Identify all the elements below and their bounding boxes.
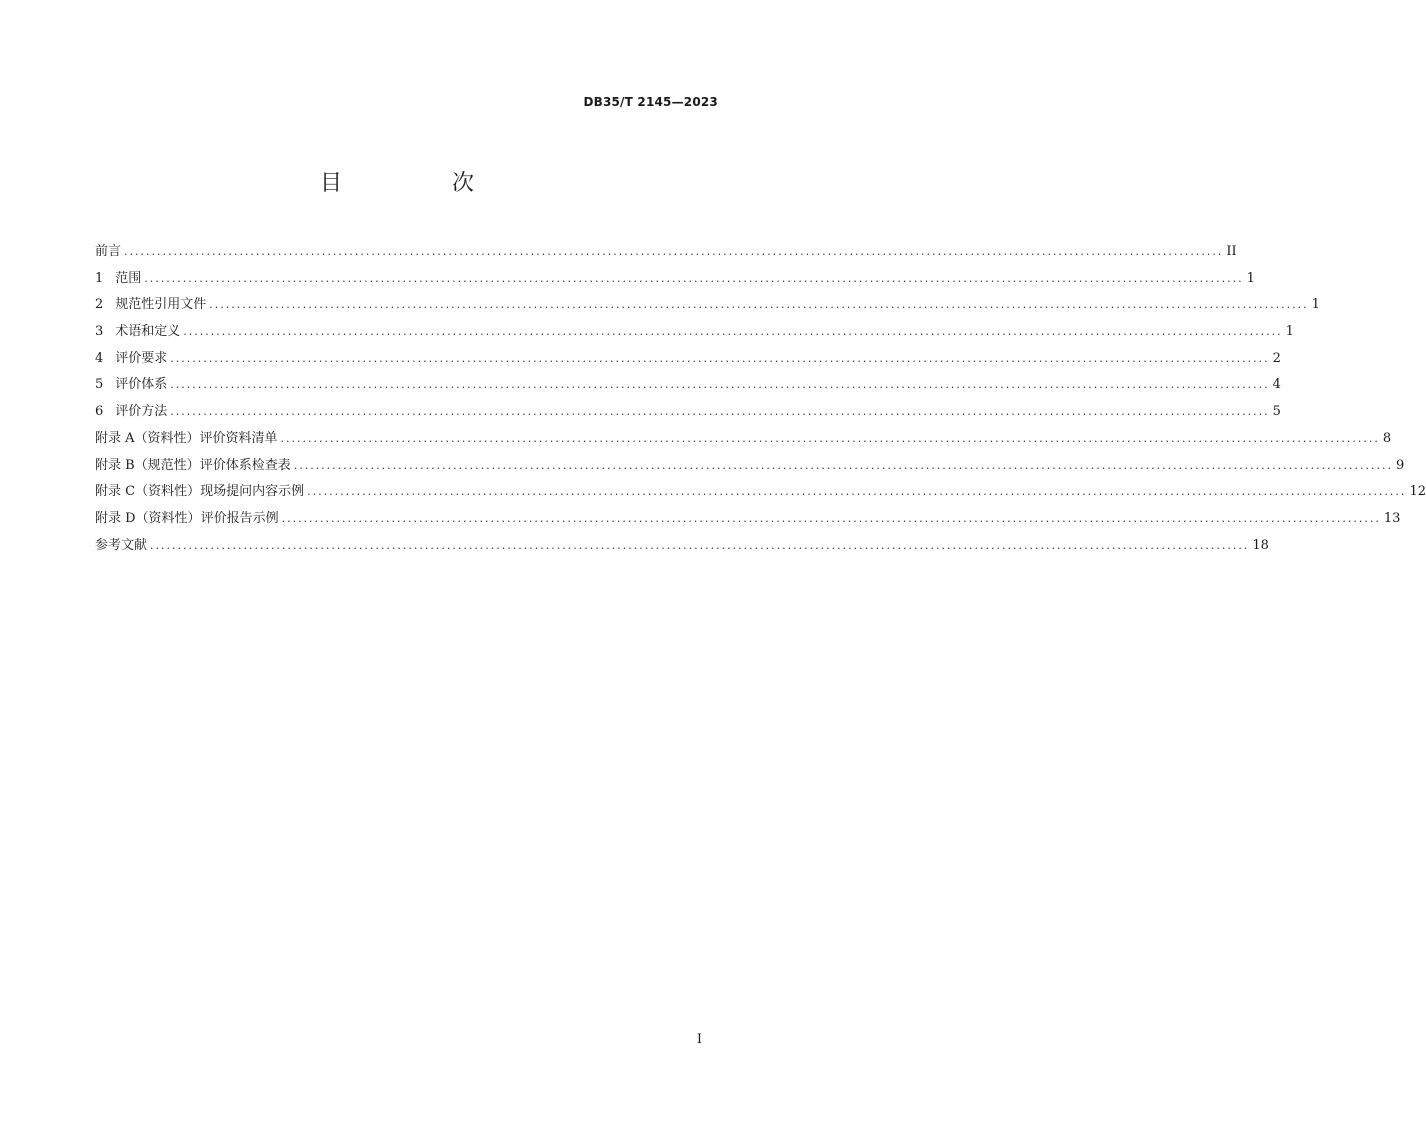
toc-entry[interactable] xyxy=(95,347,1281,374)
toc-entry[interactable] xyxy=(95,400,1281,427)
toc-entry[interactable] xyxy=(95,454,1405,481)
toc-entry[interactable] xyxy=(95,427,1392,454)
toc-entry-page: 13 xyxy=(1383,510,1401,526)
toc-entry-leader-dots: ........................................................................................................................................................................................................ xyxy=(150,538,1250,552)
toc-entry-page: 8 xyxy=(1382,430,1392,446)
toc-entry-label: 现场提问内容示例 xyxy=(200,484,305,500)
toc-entry-annex-prefix: 附录 A（资料性） xyxy=(95,430,200,446)
page-number: I xyxy=(696,1032,702,1047)
toc-entry-leader-dots: ........................................................................................................................................................................................................ xyxy=(183,325,1283,339)
toc-entry-number: 4 xyxy=(95,350,104,366)
toc-entry-leader-dots: ........................................................................................................................................................................................................ xyxy=(209,298,1309,312)
toc-entry-number: 1 xyxy=(95,270,104,286)
toc-entry-label: 评价要求 xyxy=(115,350,168,366)
toc-title: 目 次 xyxy=(319,171,518,196)
standard-code: DB35/T 2145—2023 xyxy=(583,95,718,109)
toc-entry-number: 3 xyxy=(95,324,104,340)
toc-entry-number: 5 xyxy=(95,377,104,393)
toc-entry-annex-prefix: 附录 B（规范性） xyxy=(95,457,200,473)
toc-entry-label: 评价体系检查表 xyxy=(199,457,291,473)
toc-entry-label: 参考文献 xyxy=(95,537,148,553)
toc-entry-leader-dots: ........................................................................................................................................................................................................ xyxy=(170,405,1270,419)
toc-entry-number: 2 xyxy=(95,297,104,313)
toc-entry[interactable] xyxy=(95,240,1237,267)
toc-entry-leader-dots: ........................................................................................................................................................................................................ xyxy=(170,351,1270,365)
toc-entry-page: 12 xyxy=(1409,484,1426,500)
toc-entry[interactable] xyxy=(95,534,1269,561)
toc-entry-label: 评价资料清单 xyxy=(199,430,278,446)
toc-entry-label: 评价报告示例 xyxy=(200,510,279,526)
toc-entry-leader-dots: ........................................................................................................................................................................................................ xyxy=(124,245,1224,258)
toc-entry-page: 1 xyxy=(1311,297,1320,313)
toc-entry-annex-prefix: 附录 C（资料性） xyxy=(95,484,201,500)
toc-entry-page: 18 xyxy=(1252,537,1269,553)
toc-entry[interactable] xyxy=(95,373,1281,400)
toc-entry-label: 术语和定义 xyxy=(115,324,181,340)
toc-entry-leader-dots: ........................................................................................................................................................................................................ xyxy=(170,378,1270,392)
toc-entry[interactable] xyxy=(95,507,1401,534)
toc-entry-number: 6 xyxy=(95,404,104,420)
toc-entry-leader-dots: ........................................................................................................................................................................................................ xyxy=(144,271,1244,285)
toc-entry-leader-dots: ........................................................................................................................................................................................................ xyxy=(281,511,1381,525)
toc-entry-label: 规范性引用文件 xyxy=(115,297,207,313)
toc-entry[interactable] xyxy=(95,480,1426,507)
toc-entry-page: 1 xyxy=(1246,270,1255,286)
toc-entry-page: 4 xyxy=(1272,377,1281,393)
table-of-contents xyxy=(95,240,1426,560)
toc-entry[interactable] xyxy=(95,293,1320,320)
toc-entry-page: 1 xyxy=(1285,324,1294,340)
toc-entry-page: II xyxy=(1226,244,1237,259)
toc-entry-annex-prefix: 附录 D（资料性） xyxy=(95,510,201,526)
toc-entry-leader-dots: ........................................................................................................................................................................................................ xyxy=(280,431,1380,445)
toc-entry-page: 2 xyxy=(1272,350,1281,366)
toc-entry-leader-dots: ........................................................................................................................................................................................................ xyxy=(293,458,1394,472)
toc-entry-label: 评价体系 xyxy=(115,377,168,393)
toc-entry-label: 前言 xyxy=(95,244,122,259)
toc-entry-page: 9 xyxy=(1396,457,1405,473)
toc-entry-label: 评价方法 xyxy=(115,404,168,420)
toc-entry[interactable] xyxy=(95,320,1294,347)
toc-entry[interactable] xyxy=(95,267,1255,294)
toc-entry-leader-dots: ........................................................................................................................................................................................................ xyxy=(307,485,1407,499)
toc-entry-page: 5 xyxy=(1272,404,1281,420)
toc-entry-label: 范围 xyxy=(115,270,142,286)
